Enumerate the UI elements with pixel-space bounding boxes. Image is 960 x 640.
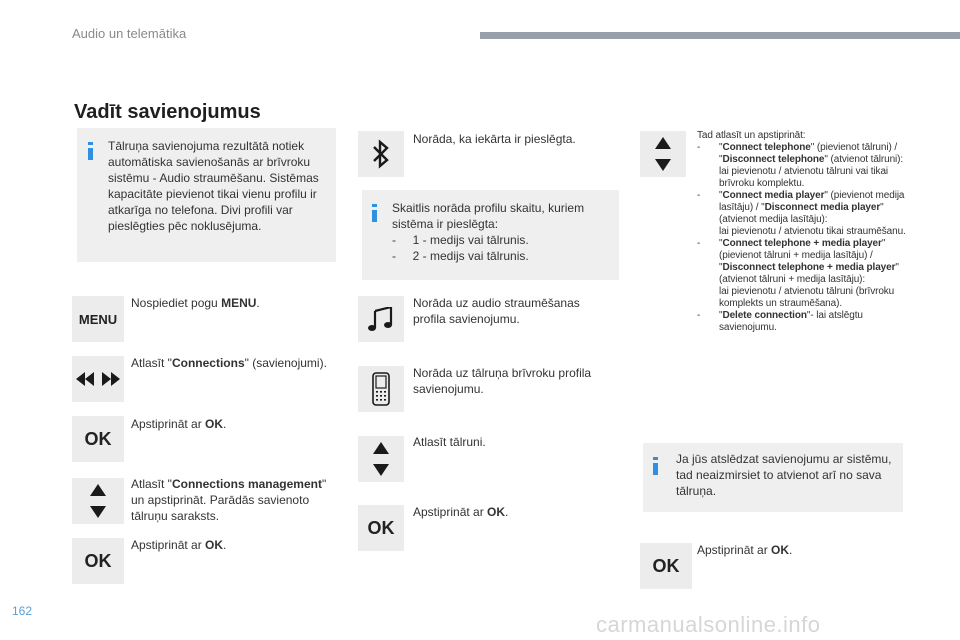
- info-icon-stem: [372, 210, 377, 222]
- option-text: ": [719, 190, 723, 201]
- options-intro: Tad atlasīt un apstiprināt:: [697, 130, 806, 141]
- select-phone-step: Atlasīt tālruni.: [413, 435, 486, 449]
- option-key: Disconnect telephone: [722, 154, 825, 165]
- up-down-arrows-icon: [358, 436, 404, 482]
- phone-profile-description: Norāda uz tālruņa brīvroku profila savienojumu.: [413, 366, 592, 396]
- option-text: " (atvienot tālruni + medija lasītāju):: [719, 262, 899, 285]
- up-down-arrows-icon: [72, 478, 124, 524]
- step-text: .: [505, 505, 509, 519]
- option-connect-telephone: [697, 142, 909, 190]
- info-icon: [88, 142, 93, 145]
- bluetooth-icon: [372, 139, 390, 169]
- option-delete-connection: [697, 310, 909, 334]
- step-ok-4: [697, 542, 897, 558]
- step-text: .: [789, 543, 793, 557]
- page-title: Vadīt savienojumus: [74, 101, 261, 123]
- mobile-phone-icon: [372, 372, 390, 406]
- info-box-profile-count: [362, 190, 619, 280]
- info-text: Tālruņa savienojuma rezultātā notiek automātiska savienošanās ar brīvroku sistēmu - Audio straumēšanu. Sistēmas kapacitāte pievienot tikai vienu profilu ir atkarīga no telefona. Divi profili var pieslēgties pēc noklusējuma.: [108, 139, 319, 233]
- menu-icon-label: MENU: [78, 311, 118, 327]
- option-dash: -: [697, 238, 701, 249]
- option-description: lai pievienotu / atvienotu tālruni (brīvroku komplekts un straumēšana).: [719, 286, 895, 309]
- step-text: " un apstiprināt. Parādās savienoto tālruņu saraksts.: [131, 477, 327, 523]
- option-text: ": [719, 238, 723, 249]
- option-text: " (atvienot tālruni):: [824, 154, 904, 165]
- step-key: OK: [205, 417, 224, 431]
- step-connections: [131, 355, 341, 371]
- step-text: Apstiprināt ar: [697, 543, 772, 557]
- step-text: " (savienojumi).: [244, 356, 327, 370]
- option-text: " (pievienot tālruni) / ": [719, 142, 898, 165]
- option-key: Disconnect media player: [764, 202, 881, 213]
- watermark: carmanualsonline.info: [596, 612, 821, 637]
- music-note-icon: [368, 307, 394, 331]
- ok-button-icon: [72, 538, 124, 584]
- scroll-arrows-icon: [90, 484, 106, 518]
- step-key: Connections: [171, 356, 245, 370]
- step-connections-management: [131, 476, 341, 524]
- bluetooth-description: Norāda, ka iekārta ir pieslēgta.: [413, 132, 576, 146]
- step-text: Nospiediet pogu: [131, 296, 222, 310]
- info-item: - 1 - medijs vai tālrunis.: [392, 233, 529, 247]
- step-text: Atlasīt ": [131, 356, 172, 370]
- step-menu: [131, 295, 331, 311]
- step-key: OK: [205, 538, 224, 552]
- connection-options: [697, 130, 909, 334]
- step-key: OK: [487, 505, 506, 519]
- audio-profile-description: Norāda uz audio straumēšanas profila savienojumu.: [413, 296, 580, 326]
- option-key: Connect telephone + media player: [722, 238, 882, 249]
- ok-button-icon: [640, 543, 692, 589]
- step-text: .: [256, 296, 260, 310]
- step-text: .: [223, 538, 227, 552]
- scroll-arrows-icon: [655, 137, 671, 171]
- step-key: MENU: [221, 296, 257, 310]
- step-key: OK: [771, 543, 790, 557]
- ok-button-icon: [358, 505, 404, 551]
- option-text: ": [719, 310, 723, 321]
- option-key: Connect telephone: [722, 142, 811, 153]
- left-right-arrows-icon: [72, 356, 124, 402]
- option-description: lai pievienotu / atvienotu tikai straumēšanu.: [719, 226, 906, 237]
- option-key: Delete connection: [722, 310, 807, 321]
- ok-icon-label: OK: [367, 517, 395, 538]
- option-description: lai pievienotu / atvienotu tālruni vai tikai brīvroku komplektu.: [719, 166, 889, 189]
- option-connect-media-player: [697, 190, 909, 238]
- step-ok-2: [131, 537, 331, 553]
- option-text: " (pievienot tālruni + medija lasītāju) / ": [719, 238, 886, 273]
- menu-button-icon: [72, 296, 124, 342]
- info-icon-stem: [653, 463, 658, 475]
- ok-icon-label: OK: [652, 555, 680, 576]
- step-key: Connections management: [171, 477, 322, 491]
- music-note-icon-box: [358, 296, 404, 342]
- option-connect-telephone-media: [697, 238, 909, 310]
- info-box-profiles: [77, 128, 336, 262]
- option-text: ": [719, 142, 723, 153]
- option-text: "- lai atslēgtu savienojumu.: [719, 310, 863, 333]
- header-bar: [480, 32, 960, 39]
- option-key: Disconnect telephone + media player: [722, 262, 896, 273]
- info-icon: [372, 204, 377, 207]
- step-ok-3: [413, 504, 613, 520]
- mobile-phone-icon-box: [358, 366, 404, 412]
- info-item: - 2 - medijs vai tālrunis.: [392, 249, 529, 263]
- option-dash: -: [697, 310, 701, 321]
- step-text: .: [223, 417, 227, 431]
- option-dash: -: [697, 142, 701, 153]
- step-text: Apstiprināt ar: [131, 417, 206, 431]
- info-text: [392, 200, 612, 264]
- step-text: Apstiprināt ar: [131, 538, 206, 552]
- option-text: " (pievienot medija lasītāju) / ": [719, 190, 905, 213]
- page-number: 162: [12, 604, 33, 618]
- ok-icon-label: OK: [84, 550, 112, 571]
- step-ok-1: [131, 416, 331, 432]
- section-label: Audio un telemātika: [72, 26, 187, 41]
- option-dash: -: [697, 190, 701, 201]
- info-intro: Skaitlis norāda profilu skaitu, kuriem sistēma ir pieslēgta:: [392, 201, 585, 231]
- scroll-arrows-icon: [373, 442, 389, 476]
- step-text: Atlasīt ": [131, 477, 172, 491]
- ok-icon-label: OK: [84, 428, 112, 449]
- info-box-disconnect: [643, 443, 903, 512]
- option-key: Connect media player: [722, 190, 825, 201]
- info-text: Ja jūs atslēdzat savienojumu ar sistēmu, tad neaizmirsiet to atvienot arī no sava tālruņa.: [676, 452, 892, 498]
- ok-button-icon: [72, 416, 124, 462]
- info-icon-stem: [88, 148, 93, 160]
- step-text: Apstiprināt ar: [413, 505, 488, 519]
- option-text: " (atvienot medija lasītāju):: [719, 202, 884, 225]
- info-icon: [653, 457, 658, 460]
- bluetooth-icon-box: [358, 131, 404, 177]
- seek-arrows-icon: [76, 372, 120, 386]
- up-down-arrows-icon: [640, 131, 686, 177]
